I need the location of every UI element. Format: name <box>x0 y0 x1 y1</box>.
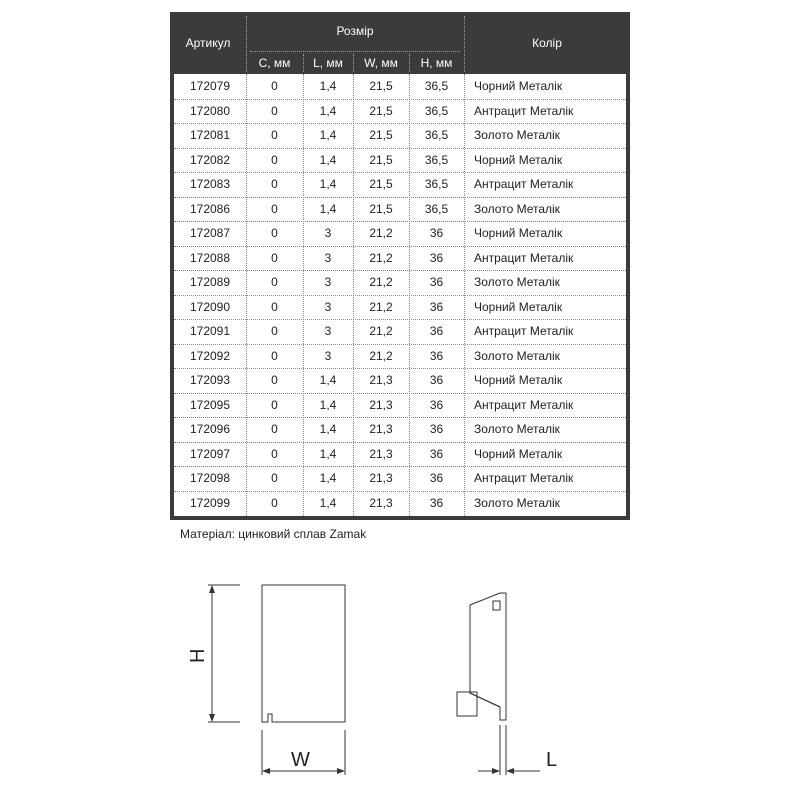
cell-h: 36 <box>429 348 444 363</box>
table-row <box>174 368 626 392</box>
cell-l: 3 <box>324 348 332 363</box>
cell-color: Антрацит Металік <box>474 397 574 412</box>
table-row <box>174 99 626 123</box>
cell-article: 172097 <box>189 446 231 461</box>
w-arrow-right <box>337 768 345 774</box>
cell-color: Чорний Металік <box>474 446 563 461</box>
side-view-edge <box>470 693 500 707</box>
cell-article: 172090 <box>189 299 231 314</box>
table-row <box>174 148 626 172</box>
cell-l: 1,4 <box>319 128 337 142</box>
row-divider <box>174 491 626 492</box>
cell-color: Антрацит Металік <box>474 103 574 118</box>
l-arrow-right <box>506 768 514 774</box>
cell-c: 0 <box>271 226 278 240</box>
cell-c: 0 <box>271 299 278 314</box>
cell-c: 0 <box>271 324 278 338</box>
cell-w: 21,5 <box>369 152 393 167</box>
cell-h: 36 <box>429 324 444 338</box>
l-arrow-left <box>492 768 500 774</box>
cell-l: 1,4 <box>319 177 337 191</box>
cell-article: 172083 <box>189 177 231 191</box>
cell-h: 36,5 <box>424 201 449 216</box>
cell-l: 1,4 <box>319 446 337 461</box>
cell-color: Антрацит Металік <box>474 471 574 485</box>
cell-l: 1,4 <box>319 103 337 118</box>
cell-w: 21,3 <box>369 471 393 485</box>
header-divider <box>246 16 247 72</box>
row-divider <box>174 172 626 173</box>
cell-h: 36,5 <box>424 79 449 93</box>
cell-h: 36 <box>429 373 444 387</box>
table-header <box>170 12 630 74</box>
header-divider <box>353 54 354 72</box>
cell-w: 21,2 <box>369 226 393 240</box>
cell-article: 172080 <box>189 103 231 118</box>
row-divider <box>174 295 626 296</box>
row-divider <box>174 442 626 443</box>
cell-l: 1,4 <box>319 471 337 485</box>
cell-c: 0 <box>271 373 278 387</box>
header-divider <box>250 51 460 52</box>
table-body <box>174 74 626 516</box>
cell-l: 3 <box>324 324 332 338</box>
cell-article: 172086 <box>189 201 231 216</box>
cell-h: 36 <box>429 299 444 314</box>
side-view-clip <box>493 601 500 610</box>
cell-article: 172092 <box>189 348 231 363</box>
cell-w: 21,5 <box>369 201 393 216</box>
l-label: L <box>546 749 558 771</box>
cell-w: 21,2 <box>369 250 393 265</box>
cell-h: 36,5 <box>424 177 449 191</box>
cell-h: 36 <box>429 226 444 240</box>
cell-c: 0 <box>271 79 278 93</box>
cell-h: 36,5 <box>424 128 449 142</box>
technical-drawing <box>180 575 580 790</box>
table-row <box>174 123 626 147</box>
table-row <box>174 344 626 368</box>
table-row <box>174 393 626 417</box>
cell-article: 172079 <box>189 79 231 93</box>
cell-article: 172096 <box>189 422 231 436</box>
side-view-foot <box>457 692 477 716</box>
cell-article: 172089 <box>189 275 231 289</box>
cell-c: 0 <box>271 446 278 461</box>
h-arrow-top <box>209 585 215 593</box>
cell-color: Золото Металік <box>474 128 560 142</box>
cell-color: Золото Металік <box>474 495 560 510</box>
cell-article: 172098 <box>189 471 231 485</box>
cell-w: 21,3 <box>369 397 393 412</box>
header-c: C, мм <box>258 56 291 70</box>
header-size-group: Розмір <box>336 24 374 38</box>
cell-color: Золото Металік <box>474 201 560 216</box>
h-label: H <box>187 648 209 663</box>
row-divider <box>174 466 626 467</box>
cell-c: 0 <box>271 348 278 363</box>
cell-h: 36 <box>429 495 444 510</box>
row-divider <box>174 393 626 394</box>
cell-color: Чорний Металік <box>474 299 563 314</box>
row-divider <box>174 319 626 320</box>
cell-color: Золото Металік <box>474 348 560 363</box>
table-row <box>174 491 626 515</box>
cell-article: 172093 <box>189 373 231 387</box>
header-h: H, мм <box>420 56 453 70</box>
cell-article: 172099 <box>189 495 231 510</box>
cell-c: 0 <box>271 495 278 510</box>
table-row <box>174 246 626 270</box>
cell-c: 0 <box>271 128 278 142</box>
header-divider <box>409 54 410 72</box>
row-divider <box>174 270 626 271</box>
cell-c: 0 <box>271 471 278 485</box>
cell-h: 36 <box>429 275 444 289</box>
cell-color: Чорний Металік <box>474 79 563 93</box>
cell-color: Золото Металік <box>474 422 560 436</box>
row-divider <box>174 417 626 418</box>
cell-h: 36 <box>429 250 444 265</box>
cell-h: 36 <box>429 422 444 436</box>
cell-article: 172087 <box>189 226 231 240</box>
row-divider <box>174 344 626 345</box>
cell-l: 1,4 <box>319 201 337 216</box>
cell-c: 0 <box>271 103 278 118</box>
cell-w: 21,3 <box>369 373 393 387</box>
cell-l: 3 <box>324 275 332 289</box>
header-color: Колір <box>532 36 562 50</box>
cell-c: 0 <box>271 275 278 289</box>
row-divider <box>174 197 626 198</box>
header-divider <box>464 16 465 72</box>
header-l: L, мм <box>313 56 343 70</box>
cell-w: 21,5 <box>369 128 393 142</box>
row-divider <box>174 148 626 149</box>
cell-color: Чорний Металік <box>474 373 563 387</box>
front-view-outline <box>262 585 345 722</box>
table-row <box>174 295 626 319</box>
header-w: W, мм <box>364 56 398 70</box>
cell-l: 1,4 <box>319 422 337 436</box>
cell-w: 21,3 <box>369 495 393 510</box>
table-row <box>174 74 626 98</box>
cell-l: 1,4 <box>319 152 337 167</box>
cell-w: 21,3 <box>369 446 393 461</box>
cell-c: 0 <box>271 422 278 436</box>
cell-l: 1,4 <box>319 373 337 387</box>
table-row <box>174 442 626 466</box>
row-divider <box>174 99 626 100</box>
cell-c: 0 <box>271 397 278 412</box>
material-note: Матеріал: цинковий сплав Zamak <box>180 527 367 541</box>
cell-article: 172082 <box>189 152 231 167</box>
cell-h: 36 <box>429 397 444 412</box>
header-article: Артикул <box>185 36 231 50</box>
table-row <box>174 417 626 441</box>
h-arrow-bottom <box>209 714 215 722</box>
row-divider <box>174 221 626 222</box>
cell-c: 0 <box>271 177 278 191</box>
cell-w: 21,3 <box>369 422 393 436</box>
cell-h: 36,5 <box>424 103 449 118</box>
table-row <box>174 466 626 490</box>
table-row <box>174 197 626 221</box>
cell-article: 172081 <box>189 128 231 142</box>
cell-color: Антрацит Металік <box>474 250 574 265</box>
cell-l: 1,4 <box>319 397 337 412</box>
spec-table <box>170 12 630 520</box>
table-row <box>174 172 626 196</box>
cell-w: 21,5 <box>369 103 393 118</box>
cell-article: 172088 <box>189 250 231 265</box>
cell-color: Чорний Металік <box>474 226 563 240</box>
cell-c: 0 <box>271 201 278 216</box>
row-divider <box>174 368 626 369</box>
cell-w: 21,2 <box>369 348 393 363</box>
cell-article: 172091 <box>189 324 231 338</box>
cell-color: Золото Металік <box>474 275 560 289</box>
cell-h: 36 <box>429 471 444 485</box>
cell-h: 36 <box>429 446 444 461</box>
w-arrow-left <box>262 768 270 774</box>
row-divider <box>174 246 626 247</box>
cell-w: 21,5 <box>369 177 393 191</box>
cell-l: 3 <box>324 299 332 314</box>
table-row <box>174 319 626 343</box>
row-divider <box>174 123 626 124</box>
table-row <box>174 221 626 245</box>
cell-color: Антрацит Металік <box>474 324 574 338</box>
table-row <box>174 270 626 294</box>
w-label: W <box>291 749 310 771</box>
cell-c: 0 <box>271 250 278 265</box>
cell-l: 1,4 <box>319 495 337 510</box>
cell-w: 21,2 <box>369 275 393 289</box>
cell-w: 21,2 <box>369 299 393 314</box>
cell-c: 0 <box>271 152 278 167</box>
cell-l: 3 <box>324 226 332 240</box>
cell-color: Чорний Металік <box>474 152 563 167</box>
cell-color: Антрацит Металік <box>474 177 574 191</box>
header-divider <box>303 54 304 72</box>
cell-w: 21,5 <box>369 79 393 93</box>
cell-h: 36,5 <box>424 152 449 167</box>
cell-w: 21,2 <box>369 324 393 338</box>
cell-l: 3 <box>324 250 332 265</box>
cell-l: 1,4 <box>319 79 337 93</box>
cell-article: 172095 <box>189 397 231 412</box>
